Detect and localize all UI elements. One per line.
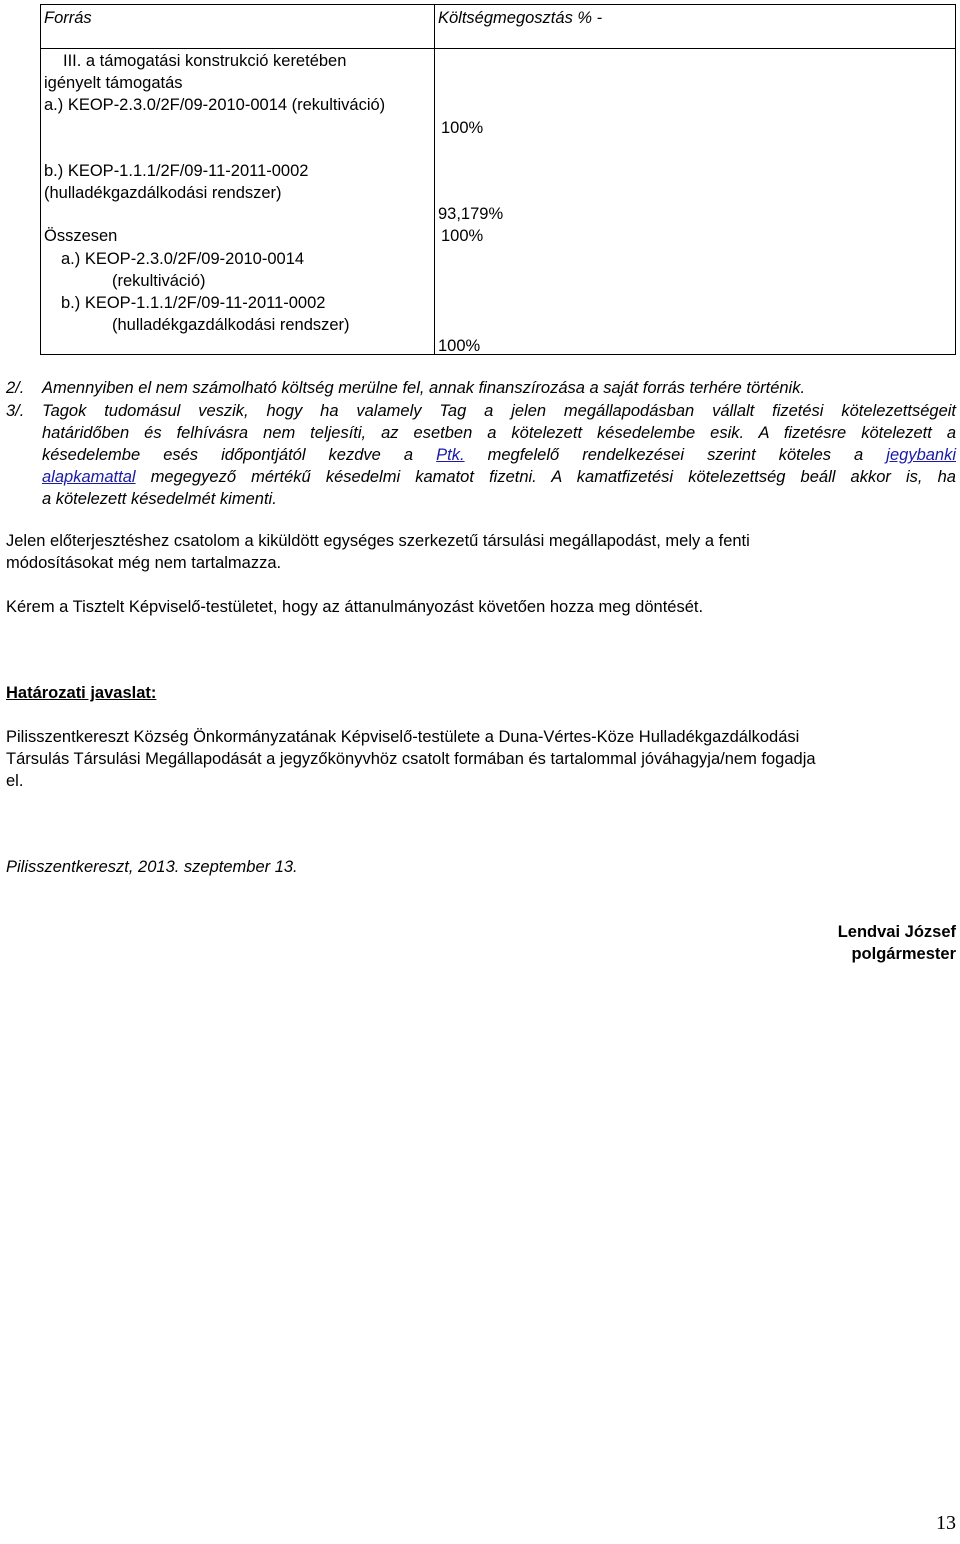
row1-line2: igényelt támogatás	[44, 74, 183, 92]
item-3-line3-text-b: megfelelő rendelkezései szerint köteles a	[487, 446, 864, 464]
header-source: Forrás	[44, 9, 92, 27]
table-column-divider	[434, 5, 435, 354]
total-b-line2: (hulladékgazdálkodási rendszer)	[112, 316, 350, 334]
paragraph-1-line2: módosításokat még nem tartalmazza.	[6, 554, 282, 572]
row1-value: 100%	[441, 119, 484, 137]
jegybanki-link[interactable]: jegybanki	[886, 446, 957, 464]
table-header-divider	[41, 48, 955, 49]
paragraph-2: Kérem a Tisztelt Képviselő-testületet, hogy az áttanulmányozást követően hozza meg döntését.	[6, 598, 704, 616]
paragraph-3-line1: Pilisszentkereszt Község Önkormányzatának Képviselő-testülete a Duna-Vértes-Köze Hulladékgazdálkodási	[6, 728, 800, 746]
row2-line2: (hulladékgazdálkodási rendszer)	[44, 184, 282, 202]
paragraph-1-line1: Jelen előterjesztéshez csatolom a kiküldött egységes szerkezetű társulási megállapodást, mely a fenti	[6, 532, 750, 550]
item-3-number: 3/.	[6, 402, 25, 420]
item-3-line3	[42, 444, 956, 466]
signer-name: Lendvai József	[837, 923, 956, 941]
row2-value: 93,179%	[438, 205, 504, 223]
total-a-line1: a.) KEOP-2.3.0/2F/09-2010-0014	[61, 250, 305, 268]
ptk-link[interactable]: Ptk.	[436, 446, 465, 464]
header-cost-sharing: Költségmegosztás % -	[438, 9, 603, 27]
total-value: 100%	[441, 227, 484, 245]
row1-line3: a.) KEOP-2.3.0/2F/09-2010-0014 (rekultiváció)	[44, 96, 386, 114]
total-b-value: 100%	[438, 337, 481, 355]
cost-sharing-table	[40, 4, 956, 355]
signer-title: polgármester	[851, 945, 956, 963]
paragraph-3-line2: Társulás Társulási Megállapodását a jegyzőkönyvhöz csatolt formában és tartalommal jóváhagyja/nem fogadja	[6, 750, 816, 768]
item-2-text: Amennyiben el nem számolható költség merülne fel, annak finanszírozása a saját forrás terhére történik.	[42, 379, 806, 397]
item-3-line1: Tagok tudomásul veszik, hogy ha valamely Tag a jelen megállapodásban vállalt fizetési kötelezettségeit	[42, 402, 956, 420]
item-3-line3-text-a: késedelembe esés időpontjától kezdve a	[42, 446, 414, 464]
page-number: 13	[936, 1512, 956, 1534]
alapkamattal-link[interactable]: alapkamattal	[42, 468, 136, 486]
row2-line1: b.) KEOP-1.1.1/2F/09-11-2011-0002	[44, 162, 309, 180]
row1-line1: III. a támogatási konstrukció keretében	[63, 52, 347, 70]
item-3-line4	[42, 466, 956, 488]
total-a-line2: (rekultiváció)	[112, 272, 206, 290]
paragraph-3-line3: el.	[6, 772, 24, 790]
item-3-line4-text: megegyező mértékű késedelmi kamatot fizetni. A kamatfizetési kötelezettség beáll akkor is, ha	[150, 468, 956, 486]
item-3-line5: a kötelezett késedelmét kimenti.	[42, 490, 277, 508]
place-date: Pilisszentkereszt, 2013. szeptember 13.	[6, 858, 298, 876]
resolution-heading: Határozati javaslat:	[6, 684, 157, 702]
item-2-number: 2/.	[6, 379, 25, 397]
total-label: Összesen	[44, 227, 118, 245]
total-b-line1: b.) KEOP-1.1.1/2F/09-11-2011-0002	[61, 294, 326, 312]
item-3-line2: határidőben és felhívásra nem teljesíti, az esetben a kötelezett késedelembe esik. A fizetésre kötelezett a	[42, 424, 956, 442]
